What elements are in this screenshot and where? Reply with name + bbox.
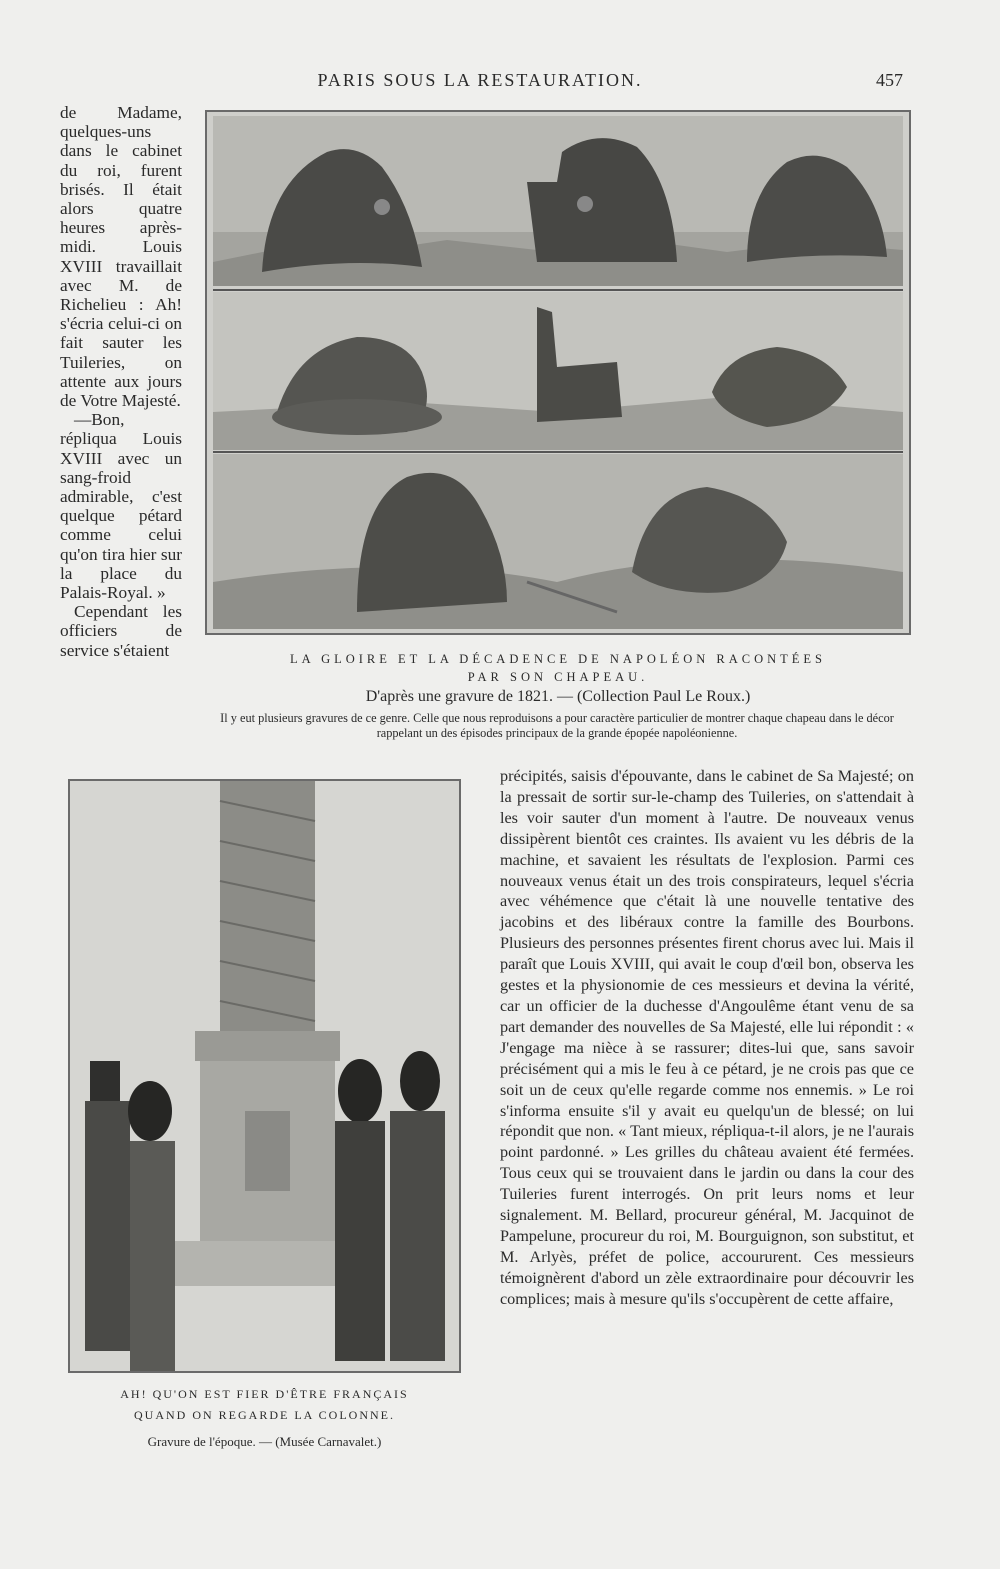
napoleon-hats-engraving — [205, 110, 911, 635]
right-paragraph: précipités, saisis d'épouvante, dans le cabinet de Sa Majesté; on la pressait de sortir sur-le-champ des Tuileries, on s'attendait à les voir sauter d'un moment à l'autre. De nouveaux venus dissipèrent bientôt ces craintes. Ils avaient vu les débris de la machine, et savaient les résultats de l'explosion. Parmi ces nouveaux venus était un des trois conspirateurs, lequel s'écria avec véhémence que c'était là une nouvelle tentative des jacobins et des libéraux contre la famille des Bourbons. Plusieurs des personnes présentes firent chorus avec lui. Mais il paraît que Louis XVIII, qui avait le coup d'œil bon, observa les gestes et la physionomie de ces messieurs et devina la vérité, car un officier de la duchesse d'Angoulême étant venu de sa part demander des nouvelles de Sa Majesté, elle lui répondit : « J'engage ma nièce à se rassurer; dites-lui que, sans savoir précisément qui a mis le feu à ce pétard, je ne crois pas que ce soit un de ceux qu'elle regarde comme nos ennemis. » Le roi s'informa ensuite s'il y avait eu quelqu'un de blessé; on lui répondit que non. « Tant mieux, répliqua-t-il alors, je ne l'aurais point pardonné. » Les grilles du château avaient été fermées. Tous ceux qui se trouvaient dans le jardin ou dans la cour des Tuileries furent interrogés. On prit leurs noms et leur signalement. M. Bellard, procureur général, M. Jacquinot de Pampelune, procureur du roi, M. Bourguignon, son substitut, et M. Arlyès, préfet de police, accoururent. Ces messieurs témoignèrent d'abord un zèle extraordinaire pour découvrir les complices; mais à mesure qu'ils s'occupèrent de cette affaire, — [500, 767, 914, 1308]
top-figure-caption-title: LA GLOIRE ET LA DÉCADENCE DE NAPOLÉON RACONTÉES — [289, 652, 827, 666]
left-paragraph: —Bon, répliqua Louis XVIII avec un sang-froid admirable, c'est quelque pétard comme celui qu'on tira hier sur la place du Palais-Royal. » — [60, 410, 182, 603]
left-paragraph: de Madame, quelques-uns dans le cabinet du roi, furent brisés. Il était alors quatre heures après-midi. Louis XVIII travaillait avec M. de Richelieu : Ah! s'écria celui-ci on fait sauter les Tuileries, on attente aux jours de Votre Majesté. — [60, 103, 182, 411]
column-soldiers-engraving — [68, 779, 461, 1373]
bottom-figure-caption-title: AH! QU'ON EST FIER D'ÊTRE FRANÇAIS — [120, 1387, 409, 1401]
left-column-text — [60, 103, 182, 660]
top-figure-caption-source: D'après une gravure de 1821. — (Collection Paul Le Roux.) — [365, 688, 751, 705]
bottom-figure-caption-title-cont: QUAND ON REGARDE LA COLONNE. — [134, 1408, 395, 1422]
right-column-text — [500, 766, 914, 1310]
running-title: PARIS SOUS LA RESTAURATION. — [317, 70, 643, 90]
bottom-figure-caption-source: Gravure de l'époque. — (Musée Carnavalet.) — [147, 1434, 382, 1449]
top-figure-caption-note: Il y eut plusieurs gravures de ce genre. Celle que nous reproduisons a pour caractère particulier de montrer chaque chapeau dans le décor rappelant un des épisodes principaux de la grande épopée napoléonienne. — [220, 711, 894, 740]
left-paragraph: Cependant les officiers de service s'étaient — [60, 602, 182, 660]
top-figure-caption-title-cont: PAR SON CHAPEAU. — [467, 670, 649, 684]
page-number: 457 — [876, 70, 903, 90]
soldiers-group-left — [85, 1061, 175, 1371]
